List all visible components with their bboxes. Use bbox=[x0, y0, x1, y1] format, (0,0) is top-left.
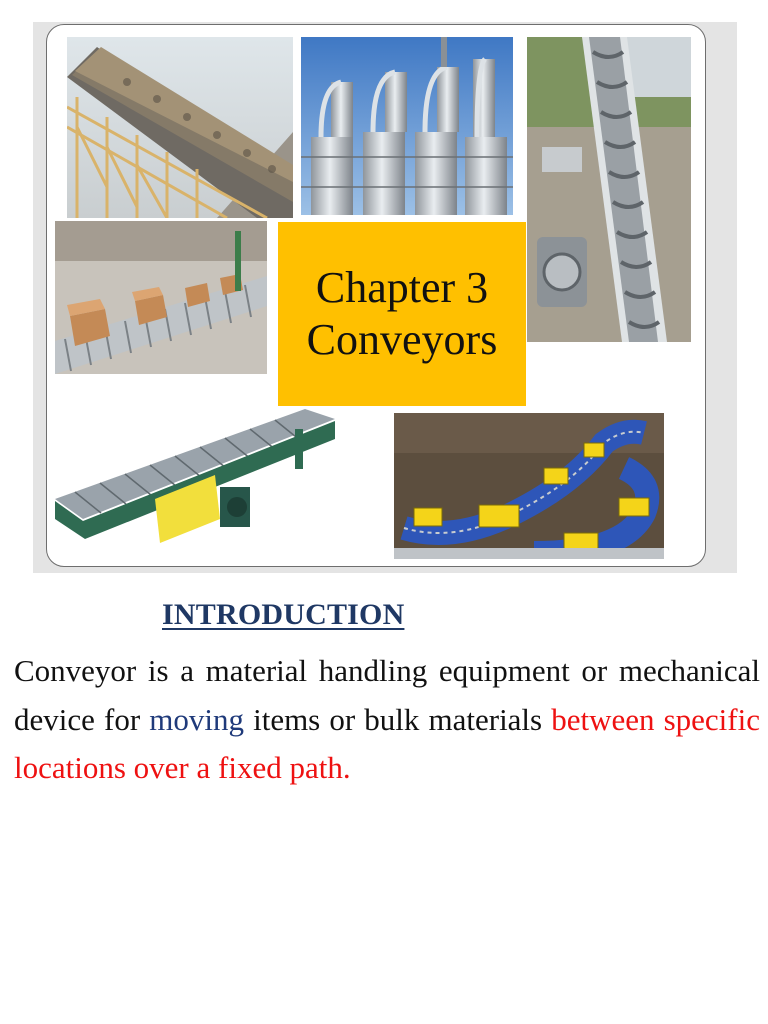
chapter-title-slide bbox=[46, 24, 706, 567]
slat-chain-conveyor-photo bbox=[55, 409, 335, 555]
highlight-definition: between specific locations over a fixed path. bbox=[14, 701, 760, 785]
roller-conveyor-boxes-photo bbox=[55, 221, 267, 374]
paragraph-text-1: Conveyor is a material handling equipment or mechanical device for bbox=[14, 653, 760, 737]
chapter-title-box bbox=[278, 222, 526, 406]
screw-conveyor-photo bbox=[527, 37, 691, 342]
inclined-belt-conveyor-photo bbox=[67, 37, 293, 218]
introduction-heading: INTRODUCTION bbox=[162, 598, 405, 631]
paragraph-text-2: items or bulk materials bbox=[243, 701, 552, 737]
curved-modular-belt-conveyor-photo bbox=[394, 413, 664, 559]
pneumatic-conveyor-silos-photo bbox=[301, 37, 513, 215]
chapter-number-title: Chapter 3 bbox=[315, 263, 489, 312]
chapter-topic-title: Conveyors bbox=[306, 315, 498, 364]
highlight-moving: moving bbox=[149, 701, 244, 737]
introduction-paragraph bbox=[14, 647, 760, 793]
